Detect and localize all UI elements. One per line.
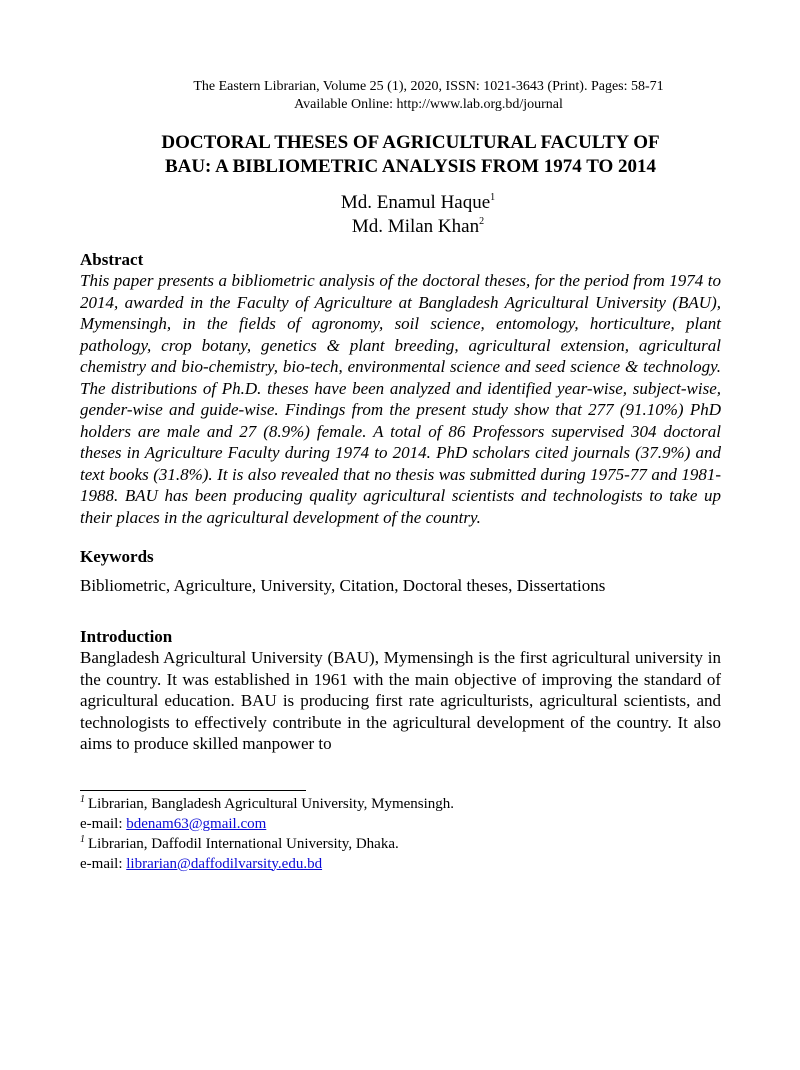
paper-title (100, 131, 721, 179)
footnote-1-email (80, 814, 721, 834)
abstract-text: This paper presents a bibliometric analysis of the doctoral theses, for the period from 1974 to 2014, awarded in the Faculty of Agriculture at Bangladesh Agricultural University (BAU), Mymensingh, in the fields of agronomy, soil science, entomology, horticulture, plant pathology, crop botany, genetics & plant breeding, agricultural extension, agricultural chemistry and bio-chemistry, bio-tech, environmental science and seed science & technology. The distributions of Ph.D. theses have been analyzed and identified year-wise, subject-wise, gender-wise and guide-wise. Findings from the present study show that 277 (91.10%) PhD holders are male and 27 (8.9%) female. A total of 86 Professors supervised 304 doctoral theses in Agriculture Faculty during 1974 to 2014. PhD scholars cited journals (37.9%) and text books (31.8%). It is also revealed that no thesis was submitted during 1975-77 and 1981-1988. BAU has been producing quality agricultural scientists and technologists to take up their places in the agricultural development of the country. (80, 271, 721, 527)
introduction-heading: Introduction (80, 627, 173, 646)
abstract-heading: Abstract (80, 250, 144, 269)
paper-title-line-1: DOCTORAL THESES OF AGRICULTURAL FACULTY OF (161, 132, 660, 153)
author-2 (115, 215, 721, 239)
author-list (115, 191, 721, 239)
keywords-text: Bibliometric, Agriculture, University, Citation, Doctoral theses, Dissertations (80, 576, 606, 595)
paper-title-line-2: BAU: A BIBLIOMETRIC ANALYSIS FROM 1974 TO 2014 (164, 156, 657, 177)
email-label: e-mail: (80, 855, 127, 872)
author-1 (115, 191, 721, 215)
footnotes (80, 794, 721, 874)
email-link[interactable]: librarian@daffodilvarsity.edu.bd (126, 855, 323, 872)
author-name: Md. Enamul Haque (340, 192, 491, 213)
footnote-mark: 1 (80, 833, 85, 845)
footnote-divider (80, 790, 306, 791)
author-affiliation-mark: 2 (479, 216, 485, 227)
email-label: e-mail: (80, 815, 127, 832)
introduction-text: Bangladesh Agricultural University (BAU), Mymensingh is the first agricultural university in the country. It was established in 1961 with the main objective of improving the standard of agricultural education. BAU is producing first rate agriculturists, agricultural scientists, and technologists to effectively contribute in the agricultural development of the country. It also aims to produce skilled manpower to (80, 648, 721, 753)
footnote-2-email (80, 854, 721, 874)
keywords-heading: Keywords (80, 547, 154, 566)
journal-availability-line: Available Online: http://www.lab.org.bd/journal (294, 97, 563, 112)
paper-page (80, 78, 721, 874)
footnote-1-affiliation (80, 794, 721, 814)
author-affiliation-mark: 1 (490, 192, 496, 203)
footnote-affiliation-text: Librarian, Daffodil International University, Dhaka. (88, 835, 399, 852)
footnote-affiliation-text: Librarian, Bangladesh Agricultural University, Mymensingh. (88, 795, 455, 812)
email-link[interactable]: bdenam63@gmail.com (126, 815, 267, 832)
footnote-mark: 1 (80, 793, 85, 805)
journal-citation-line: The Eastern Librarian, Volume 25 (1), 2020, ISSN: 1021-3643 (Print). Pages: 58-71 (193, 79, 664, 94)
footnote-2-affiliation (80, 834, 721, 854)
author-name: Md. Milan Khan (351, 216, 480, 237)
